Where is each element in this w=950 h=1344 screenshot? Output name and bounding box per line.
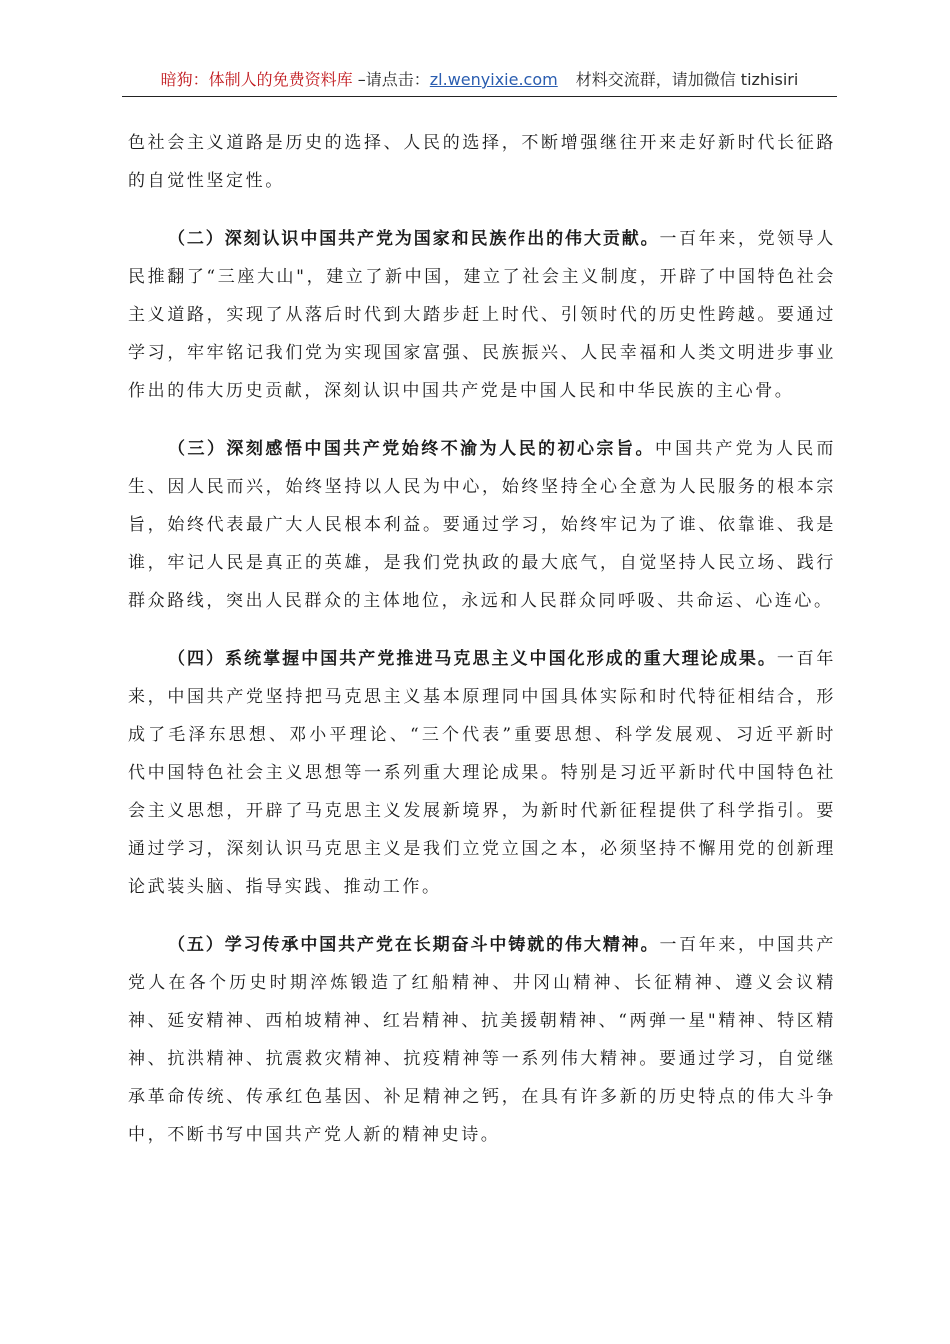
section-2-body: 一百年来，党领导人民推翻了“三座大山"，建立了新中国，建立了社会主义制度，开辟了中国特色社会主义道路，实现了从落后时代到大踏步赶上时代、引领时代的历史性跨越。要通过学习，牢牢铭记我们党为实现国家富强、民族振兴、人民幸福和人类文明进步事业作出的伟大历史贡献，深刻认识中国共产党是中国人民和中华民族的主心骨。 [128,229,836,401]
header-link[interactable]: zl.wenyixie.com [429,70,558,89]
section-5-body: 一百年来，中国共产党人在各个历史时期淬炼锻造了红船精神、井冈山精神、长征精神、遵义会议精神、延安精神、西柏坡精神、红岩精神、抗美援朝精神、“两弹一星"精神、特区精神、抗洪精神、抗震救灾精神、抗疫精神等一系列伟大精神。要通过学习，自觉继承革命传统、传承红色基因、补足精神之钙，在具有许多新的历史特点的伟大斗争中，不断书写中国共产党人新的精神史诗。 [128,935,836,1145]
header-divider [122,96,837,97]
paragraph-body: 色社会主义道路是历史的选择、人民的选择，不断增强继往开来走好新时代长征路的自觉性坚定性。 [128,133,836,191]
section-3-body: 中国共产党为人民而生、因人民而兴，始终坚持以人民为中心，始终坚持全心全意为人民服务的根本宗旨，始终代表最广大人民根本利益。要通过学习，始终牢记为了谁、依靠谁、我是谁，牢记人民是真正的英雄，是我们党执政的最大底气，自觉坚持人民立场、践行群众路线，突出人民群众的主体地位，永远和人民群众同呼吸、共命运、心连心。 [128,439,836,611]
section-5-paragraph [128,926,836,1154]
section-3-paragraph [128,430,836,620]
section-3-heading: （三）深刻感悟中国共产党始终不渝为人民的初心宗旨。 [168,439,655,459]
section-4-heading: （四）系统掌握中国共产党推进马克思主义中国化形成的重大理论成果。 [168,649,777,669]
header-brand: 暗狗：体制人的免费资料库 [160,70,353,89]
section-2-heading: （二）深刻认识中国共产党为国家和民族作出的伟大贡献。 [168,229,660,249]
header-prompt: –请点击： [352,70,430,89]
section-4-body: 一百年来，中国共产党坚持把马克思主义基本原理同中国具体实际和时代特征相结合，形成了毛泽东思想、邓小平理论、“三个代表”重要思想、科学发展观、习近平新时代中国特色社会主义思想等一系列重大理论成果。特别是习近平新时代中国特色社会主义思想，开辟了马克思主义发展新境界，为新时代新征程提供了科学指引。要通过学习，深刻认识马克思主义是我们立党立国之本，必须坚持不懈用党的创新理论武装头脑、指导实践、推动工作。 [128,649,836,897]
section-5-heading: （五）学习传承中国共产党在长期奋斗中铸就的伟大精神。 [168,935,660,955]
page-header [122,66,837,94]
document-body [128,124,836,1174]
header-wechat-note: 材料交流群，请加微信 tizhisiri [575,70,799,89]
section-2-paragraph [128,220,836,410]
paragraph-continued [128,124,836,200]
section-4-paragraph [128,640,836,906]
